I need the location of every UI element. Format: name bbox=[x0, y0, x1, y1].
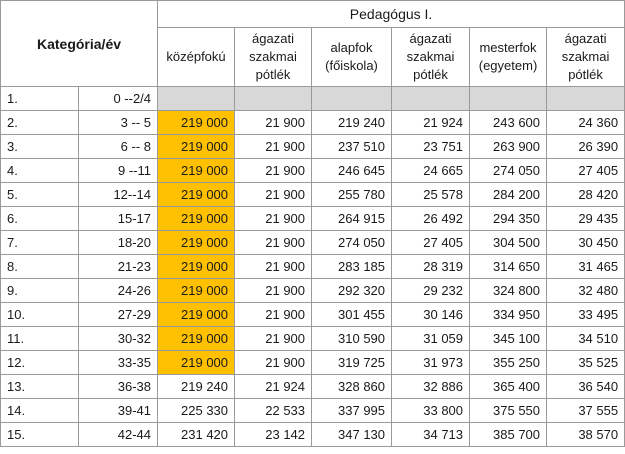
value-cell: 35 525 bbox=[547, 351, 625, 375]
value-cell: 283 185 bbox=[312, 255, 392, 279]
value-cell: 37 555 bbox=[547, 399, 625, 423]
category-cell: 10. bbox=[1, 303, 79, 327]
group-header: Pedagógus I. bbox=[158, 1, 625, 28]
value-cell: 21 900 bbox=[235, 279, 312, 303]
table-row bbox=[1, 303, 625, 327]
category-cell: 11. bbox=[1, 327, 79, 351]
value-cell: 304 500 bbox=[470, 231, 547, 255]
value-cell: 32 480 bbox=[547, 279, 625, 303]
value-cell: 274 050 bbox=[470, 159, 547, 183]
value-cell: 375 550 bbox=[470, 399, 547, 423]
value-cell: 263 900 bbox=[470, 135, 547, 159]
value-cell: 219 000 bbox=[158, 111, 235, 135]
table-row bbox=[1, 231, 625, 255]
value-cell: 225 330 bbox=[158, 399, 235, 423]
year-range-cell: 24-26 bbox=[79, 279, 158, 303]
year-range-cell: 18-20 bbox=[79, 231, 158, 255]
value-cell: 310 590 bbox=[312, 327, 392, 351]
value-cell: 33 800 bbox=[392, 399, 470, 423]
value-cell: 284 200 bbox=[470, 183, 547, 207]
category-cell: 8. bbox=[1, 255, 79, 279]
value-cell: 219 240 bbox=[312, 111, 392, 135]
value-cell: 219 000 bbox=[158, 327, 235, 351]
category-cell: 3. bbox=[1, 135, 79, 159]
value-cell: 219 000 bbox=[158, 351, 235, 375]
col-header-alapfok: alapfok (főiskola) bbox=[312, 28, 392, 87]
table-row bbox=[1, 423, 625, 447]
value-cell: 28 319 bbox=[392, 255, 470, 279]
value-cell: 34 713 bbox=[392, 423, 470, 447]
year-range-cell: 15-17 bbox=[79, 207, 158, 231]
value-cell: 21 900 bbox=[235, 303, 312, 327]
value-cell: 219 000 bbox=[158, 279, 235, 303]
value-cell: 274 050 bbox=[312, 231, 392, 255]
value-cell: 365 400 bbox=[470, 375, 547, 399]
value-cell: 23 751 bbox=[392, 135, 470, 159]
table-row bbox=[1, 399, 625, 423]
value-cell: 231 420 bbox=[158, 423, 235, 447]
table-row bbox=[1, 159, 625, 183]
value-cell: 237 510 bbox=[312, 135, 392, 159]
table-row bbox=[1, 279, 625, 303]
year-range-cell: 27-29 bbox=[79, 303, 158, 327]
value-cell: 24 360 bbox=[547, 111, 625, 135]
col-header-potlek-3: ágazati szakmai pótlék bbox=[547, 28, 625, 87]
value-cell: 385 700 bbox=[470, 423, 547, 447]
table-row bbox=[1, 111, 625, 135]
value-cell: 219 000 bbox=[158, 231, 235, 255]
value-cell: 21 900 bbox=[235, 207, 312, 231]
category-cell: 1. bbox=[1, 87, 79, 111]
value-cell: 31 059 bbox=[392, 327, 470, 351]
category-cell: 2. bbox=[1, 111, 79, 135]
year-range-cell: 36-38 bbox=[79, 375, 158, 399]
table-row bbox=[1, 327, 625, 351]
value-cell: 314 650 bbox=[470, 255, 547, 279]
value-cell: 26 390 bbox=[547, 135, 625, 159]
value-cell: 21 924 bbox=[235, 375, 312, 399]
value-cell: 29 232 bbox=[392, 279, 470, 303]
value-cell bbox=[235, 87, 312, 111]
year-range-cell: 0 --2/4 bbox=[79, 87, 158, 111]
value-cell bbox=[158, 87, 235, 111]
value-cell: 30 450 bbox=[547, 231, 625, 255]
value-cell: 301 455 bbox=[312, 303, 392, 327]
value-cell: 337 995 bbox=[312, 399, 392, 423]
value-cell: 21 900 bbox=[235, 111, 312, 135]
value-cell: 345 100 bbox=[470, 327, 547, 351]
value-cell bbox=[547, 87, 625, 111]
value-cell: 219 000 bbox=[158, 183, 235, 207]
category-cell: 15. bbox=[1, 423, 79, 447]
year-range-cell: 12--14 bbox=[79, 183, 158, 207]
value-cell bbox=[312, 87, 392, 111]
value-cell: 294 350 bbox=[470, 207, 547, 231]
category-cell: 9. bbox=[1, 279, 79, 303]
year-range-cell: 3 -- 5 bbox=[79, 111, 158, 135]
value-cell: 334 950 bbox=[470, 303, 547, 327]
table-body bbox=[1, 1, 625, 447]
value-cell: 264 915 bbox=[312, 207, 392, 231]
table-row bbox=[1, 87, 625, 111]
category-cell: 6. bbox=[1, 207, 79, 231]
value-cell: 30 146 bbox=[392, 303, 470, 327]
value-cell: 33 495 bbox=[547, 303, 625, 327]
value-cell: 21 900 bbox=[235, 255, 312, 279]
value-cell: 21 900 bbox=[235, 183, 312, 207]
col-header-mesterfok: mesterfok (egyetem) bbox=[470, 28, 547, 87]
value-cell: 27 405 bbox=[547, 159, 625, 183]
value-cell: 355 250 bbox=[470, 351, 547, 375]
value-cell: 219 000 bbox=[158, 303, 235, 327]
value-cell: 292 320 bbox=[312, 279, 392, 303]
value-cell: 31 973 bbox=[392, 351, 470, 375]
value-cell: 21 900 bbox=[235, 135, 312, 159]
value-cell: 255 780 bbox=[312, 183, 392, 207]
value-cell: 25 578 bbox=[392, 183, 470, 207]
value-cell: 28 420 bbox=[547, 183, 625, 207]
value-cell: 219 000 bbox=[158, 207, 235, 231]
value-cell: 27 405 bbox=[392, 231, 470, 255]
value-cell: 324 800 bbox=[470, 279, 547, 303]
category-cell: 13. bbox=[1, 375, 79, 399]
year-range-cell: 9 --11 bbox=[79, 159, 158, 183]
col-header-kozepfoku: középfokú bbox=[158, 28, 235, 87]
category-cell: 12. bbox=[1, 351, 79, 375]
table-row bbox=[1, 183, 625, 207]
table-row bbox=[1, 375, 625, 399]
value-cell bbox=[392, 87, 470, 111]
value-cell: 246 645 bbox=[312, 159, 392, 183]
value-cell: 23 142 bbox=[235, 423, 312, 447]
category-cell: 14. bbox=[1, 399, 79, 423]
value-cell: 24 665 bbox=[392, 159, 470, 183]
value-cell: 219 000 bbox=[158, 255, 235, 279]
value-cell: 34 510 bbox=[547, 327, 625, 351]
category-year-header: Kategória/év bbox=[1, 1, 158, 87]
value-cell: 243 600 bbox=[470, 111, 547, 135]
value-cell: 21 900 bbox=[235, 327, 312, 351]
value-cell bbox=[470, 87, 547, 111]
value-cell: 21 924 bbox=[392, 111, 470, 135]
header-row-group bbox=[1, 1, 625, 28]
value-cell: 21 900 bbox=[235, 351, 312, 375]
year-range-cell: 39-41 bbox=[79, 399, 158, 423]
value-cell: 31 465 bbox=[547, 255, 625, 279]
value-cell: 36 540 bbox=[547, 375, 625, 399]
table-row bbox=[1, 351, 625, 375]
year-range-cell: 42-44 bbox=[79, 423, 158, 447]
value-cell: 38 570 bbox=[547, 423, 625, 447]
col-header-potlek-2: ágazati szakmai pótlék bbox=[392, 28, 470, 87]
category-cell: 7. bbox=[1, 231, 79, 255]
table-row bbox=[1, 135, 625, 159]
value-cell: 29 435 bbox=[547, 207, 625, 231]
value-cell: 32 886 bbox=[392, 375, 470, 399]
year-range-cell: 33-35 bbox=[79, 351, 158, 375]
value-cell: 328 860 bbox=[312, 375, 392, 399]
value-cell: 219 000 bbox=[158, 159, 235, 183]
value-cell: 26 492 bbox=[392, 207, 470, 231]
col-header-potlek-1: ágazati szakmai pótlék bbox=[235, 28, 312, 87]
value-cell: 347 130 bbox=[312, 423, 392, 447]
value-cell: 21 900 bbox=[235, 231, 312, 255]
value-cell: 21 900 bbox=[235, 159, 312, 183]
category-cell: 4. bbox=[1, 159, 79, 183]
year-range-cell: 6 -- 8 bbox=[79, 135, 158, 159]
category-cell: 5. bbox=[1, 183, 79, 207]
value-cell: 319 725 bbox=[312, 351, 392, 375]
table-row bbox=[1, 207, 625, 231]
value-cell: 22 533 bbox=[235, 399, 312, 423]
value-cell: 219 000 bbox=[158, 135, 235, 159]
year-range-cell: 21-23 bbox=[79, 255, 158, 279]
year-range-cell: 30-32 bbox=[79, 327, 158, 351]
table-row bbox=[1, 255, 625, 279]
value-cell: 219 240 bbox=[158, 375, 235, 399]
